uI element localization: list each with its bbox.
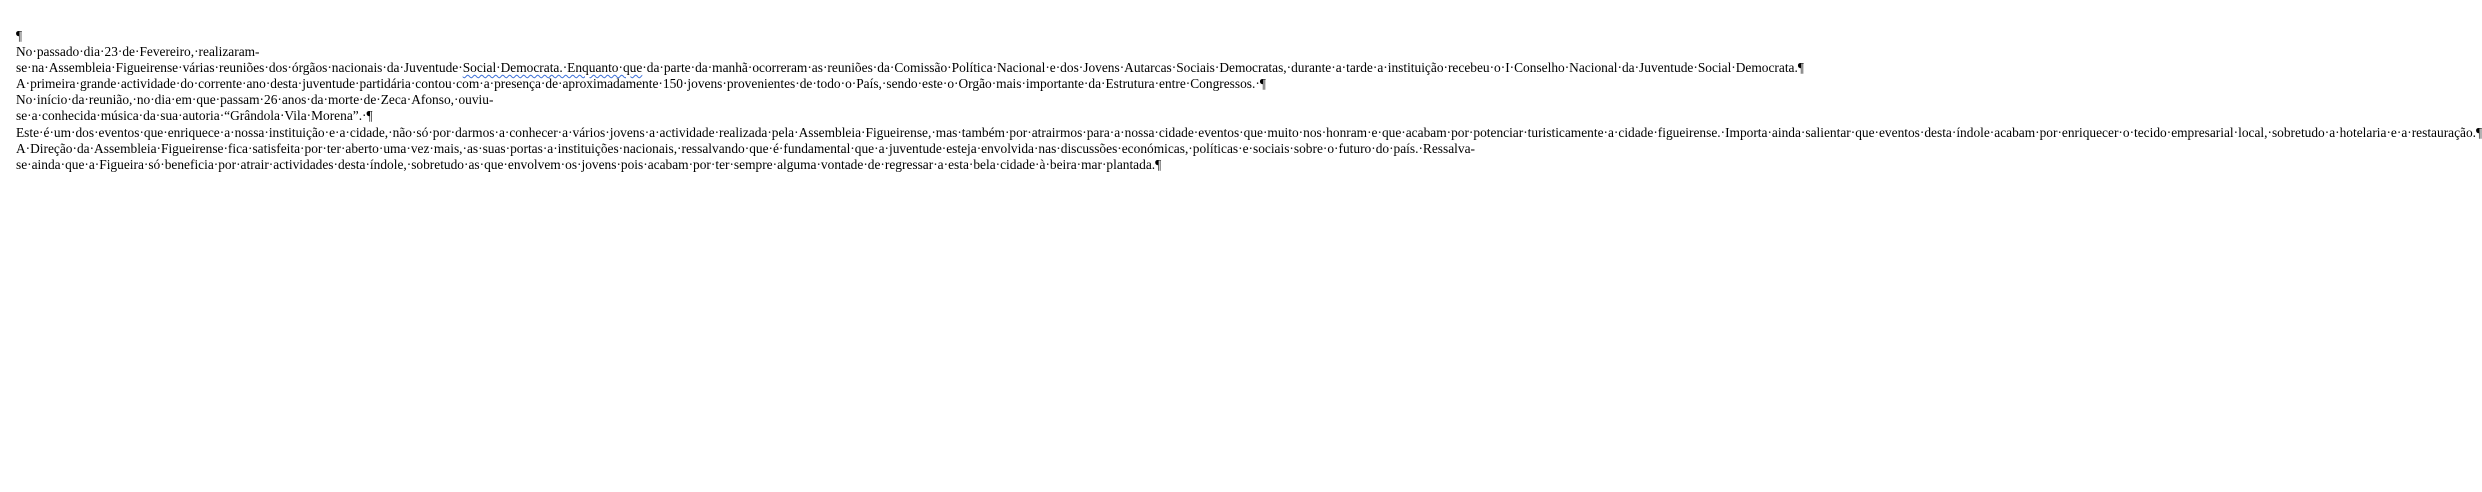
grammar-flagged-phrase[interactable]: Social·Democrata.·Enquanto·que xyxy=(462,60,643,76)
paragraph-mark: ¶ xyxy=(366,108,373,124)
paragraph-1[interactable] xyxy=(16,44,1804,76)
paragraph-3[interactable] xyxy=(16,92,598,124)
paragraph-5[interactable] xyxy=(16,140,1475,173)
paragraph-5-text: A·Direção·da·Assembleia·Figueirense·fica·satisfeita·por·ter·aberto·uma·vez·mais,·as·suas·portas·a·instituições·nacionais,·ressalvando·que·é·fundamental·que·a·juventude·esteja·envolvida·nas·discussões·económicas,·políticas·e·sociais·sobre·o·futuro·do·país.·Ressalva-se·ainda·que·a·Figueira·só·beneficia·por·atrair·actividades·desta·índole,·sobretudo·as·que·envolvem·os·jovens·pois·acabam·por·ter·sempre·alguma·vontade·de·regressar·a·esta·bela·cidade·à·beira·mar·plantada. xyxy=(16,140,1475,172)
paragraph-4-text: Este·é·um·dos·eventos·que·enriquece·a·nossa·instituição·e·a·cidade,·não·só·por·darmos·a·conhecer·a·vários·jovens·a·actividade·realizada·pela·Assembleia·Figueirense,·mas·também·por·atrairmos·para·a·nossa·cidade·eventos·que·muito·nos·honram·e·que·acabam·por·potenciar·turisticamente·a·cidade·figueirense.·Importa·ainda·salientar·que·eventos·desta·índole·acabam·por·enriquecer·o·tecido·empresarial·local,·sobretudo·a·hotelaria·e·a·restauração. xyxy=(16,124,2477,140)
paragraph-4[interactable] xyxy=(16,124,2482,141)
paragraph-mark: ¶ xyxy=(16,28,23,43)
paragraph-3-text: No·início·da·reunião,·no·dia·em·que·passam·26·anos·da·morte·de·Zeca·Afonso,·ouviu-se·a·conhecida·música·da·sua·autoria·“Grândola·Vila·Morena”.· xyxy=(16,92,494,124)
paragraph-1-text-end: ·da·parte·da·manhã·ocorreram·as·reuniões·da·Comissão·Política·Nacional·e·dos·Jovens·Autarcas·Sociais·Democratas,·durante·a·tarde·a·instituição·recebeu·o·I·Conselho·Nacional·da·Juventude·Social·Democrata. xyxy=(642,60,1798,76)
paragraph-mark: ¶ xyxy=(2476,124,2482,140)
paragraph-2[interactable] xyxy=(16,76,1266,92)
paragraph-2-text: A·primeira·grande·actividade·do·corrente·ano·desta·juventude·partidária·contou·com·a·presença·de·aproximadamente·150·jovens·provenientes·de·todo·o·País,·sendo·este·o·Orgão·mais·importante·da·Estrutura·entre·Congressos.· xyxy=(16,76,1260,92)
paragraph-mark: ¶ xyxy=(1259,76,1266,92)
paragraph-1-text-start: No·passado·dia·23·de·Fevereiro,·realizaram-se·na·Assembleia·Figueirense·várias·reuniões·dos·órgãos·nacionais·da·Juventude· xyxy=(16,44,463,76)
empty-paragraph[interactable] xyxy=(16,28,598,44)
paragraph-mark: ¶ xyxy=(1797,60,1804,76)
paragraph-mark: ¶ xyxy=(1155,156,1162,172)
